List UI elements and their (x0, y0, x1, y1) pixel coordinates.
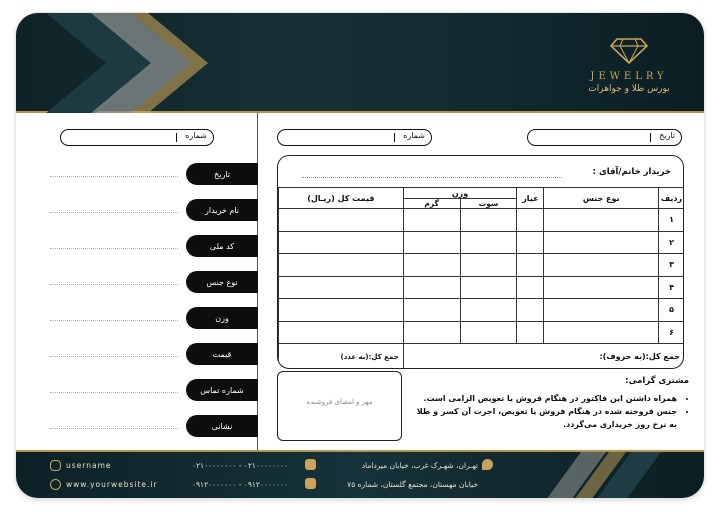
customer-notes (409, 375, 689, 431)
sum-digits-label: جمع کل:(به عدد) (340, 352, 399, 361)
notes-title: مشتری گرامی: (625, 376, 689, 386)
table-row (279, 231, 685, 254)
brand-subtitle: بورس طلا و جواهرات (588, 84, 670, 94)
invoice-card (16, 13, 704, 498)
sum-words-cell[interactable] (403, 344, 684, 370)
note-item: • جنس فروخته شده در هنگام فروش یا تعویض، اجرت آن کسر و طلا به نرخ روز خریداری می‌گردد. (409, 405, 677, 431)
invoice-table-box (277, 155, 684, 369)
table-row (279, 209, 685, 232)
phone-icon (305, 459, 316, 470)
brand-logo (584, 35, 674, 94)
row-number: ۶ (659, 321, 684, 344)
buyer-label: خریدار خانم/آقای : (592, 167, 671, 177)
stub-row-buyer[interactable] (16, 199, 258, 221)
stub-row-label: قیمت (186, 343, 258, 365)
stub-row-price[interactable] (16, 343, 258, 365)
table-row (279, 276, 685, 299)
row-number: ۳ (659, 254, 684, 277)
col-gram-header: گرم (403, 199, 460, 209)
decorative-footer-chevrons (536, 452, 676, 498)
stub-row-label: نام خریدار (186, 199, 258, 221)
diamond-icon (609, 35, 649, 65)
seller-stamp-box[interactable] (277, 371, 402, 441)
brand-name: JEWELRY (590, 71, 668, 82)
buyer-input-line[interactable] (302, 177, 562, 178)
header-banner (16, 13, 704, 113)
date-label: تاریخ (659, 131, 675, 140)
stub-row-phone[interactable] (16, 379, 258, 401)
row-number: ۱ (659, 209, 684, 232)
stub-row-label: کد ملی (186, 235, 258, 257)
col-total-header: قیمت کل (ریـال) (279, 188, 404, 209)
stub-row-label: شماره تماس (186, 379, 258, 401)
receipt-stub (16, 113, 258, 450)
stub-row-date[interactable] (16, 163, 258, 185)
table-row (279, 254, 685, 277)
invoice-main (259, 113, 704, 450)
stub-row-national-id[interactable] (16, 235, 258, 257)
invoice-table (278, 187, 684, 369)
footer-website[interactable]: www.yourwebsite.ir (66, 480, 158, 489)
stub-number-field[interactable] (60, 129, 214, 146)
stub-row-weight[interactable] (16, 307, 258, 329)
stub-row-label: تاریخ (186, 163, 258, 185)
row-number: ۴ (659, 276, 684, 299)
invoice-number-label: شماره (403, 131, 425, 140)
stub-row-label: وزن (186, 307, 258, 329)
footer-address-line2: خیابان مهستان، مجتمع گلستان، شماره ۷۵ (347, 480, 478, 489)
sum-words-label: جمع کل:(به حروف): (599, 352, 680, 361)
footer-address-line1: تهـران، شهـرک غرب، خیابان میرداماد (361, 461, 478, 470)
col-sut-header: سوت (460, 199, 517, 209)
row-number: ۲ (659, 231, 684, 254)
stub-row-type[interactable] (16, 271, 258, 293)
row-number: ۵ (659, 299, 684, 322)
footer-bar (16, 450, 704, 498)
sum-row (279, 344, 685, 370)
footer-username[interactable]: username (66, 461, 112, 470)
location-icon (482, 459, 493, 470)
col-type-header: نوع جنس (544, 188, 659, 209)
footer-phone-mobile[interactable]: ۰۹۱۲۰۰۰۰۰۰۰ - ۰۹۱۲۰۰۰۰۰۰۰ (192, 480, 289, 489)
footer-phone-landline[interactable]: ۰۲۱۰۰۰۰۰۰۰۰ - ۰۲۱۰۰۰۰۰۰۰۰ (192, 461, 289, 470)
invoice-number-field[interactable] (277, 129, 432, 146)
table-row (279, 299, 685, 322)
instagram-icon (50, 460, 61, 471)
stub-row-label: نوع جنس (186, 271, 258, 293)
sum-digits-cell[interactable] (279, 344, 404, 370)
col-karat-header: عیار (517, 188, 544, 209)
mobile-icon (305, 478, 316, 489)
date-field[interactable] (527, 129, 682, 146)
note-item: • همراه داشتن این فاکتور در هنگام فروش یا تعویض الزامی است. (409, 392, 677, 405)
stub-number-label: شماره (185, 131, 207, 140)
stamp-label: مهر و امضای فروشنده (306, 398, 373, 406)
stub-row-label: نشانی (186, 415, 258, 437)
table-row (279, 321, 685, 344)
decorative-chevrons (36, 13, 236, 113)
globe-icon (50, 479, 61, 490)
col-weight-header: وزن (403, 188, 517, 199)
col-row-header: ردیف (659, 188, 684, 209)
stub-row-address[interactable] (16, 415, 258, 437)
